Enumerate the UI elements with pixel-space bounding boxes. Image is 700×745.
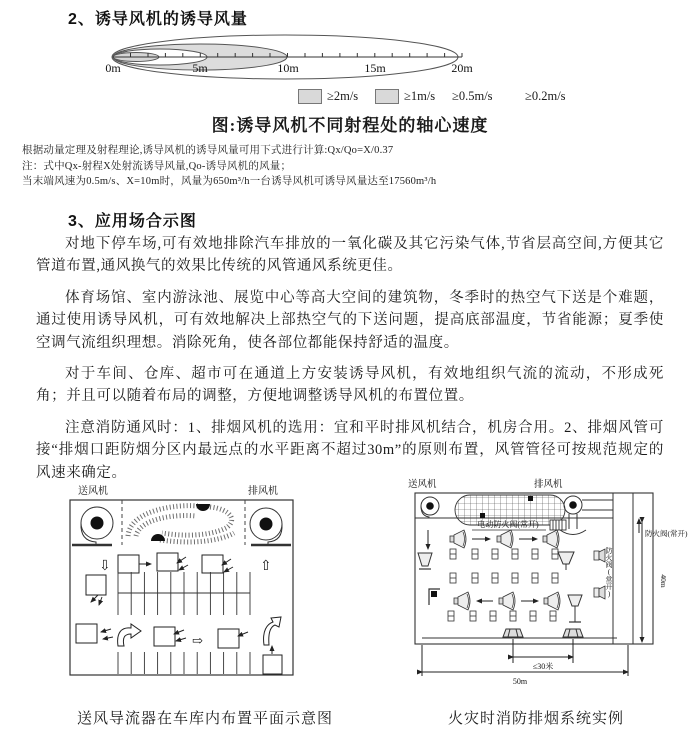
dim-50m [422,645,628,676]
ruler-label-5m: 5m [192,61,208,75]
induction-nozzle-icon [499,592,515,610]
note-line-3: 当末端风速为0.5m/s、X=10m时，风量为650m³/h一台诱导风机可诱导风量达至17560m³/h [22,176,437,187]
electric-fire-damper-label: 电动防火阀(常开) [477,520,539,529]
parking-stalls-lower [118,652,250,674]
legend-label-02ms: ≥0.2m/s [525,89,566,103]
legend-swatch-1ms [375,89,399,104]
induction-nozzle-icon [454,592,470,610]
ruler-label-20m: 20m [451,61,473,75]
dim-40m [642,522,668,642]
wall-damper-icon-1 [594,549,605,562]
jet-reach-diagram [0,28,700,90]
jet-nozzle-bottom-icon [151,534,165,541]
induction-nozzle-icon [544,592,560,610]
legend-item-2ms [298,89,358,104]
down-arrow-icon: ⇩ [99,559,111,574]
induction-nozzle-icon [543,530,559,548]
curved-up-arrow-icon [264,617,281,645]
left-deflector-box [86,575,106,605]
induction-nozzle-icon [497,530,513,548]
induction-nozzle-icon [450,530,466,548]
exhaust-fan-label: 排风机 [248,486,278,497]
exhaust-fan-label: 排风机 [534,480,563,490]
note-line-1: 根据动量定理及射程理论,诱导风机的诱导风量可用下式进行计算:Qx/Qo=X/0.37 [22,145,394,156]
jet-nozzle-top-icon [196,504,210,511]
supply-fan-icon [72,507,113,545]
section3-heading: 3、应用场合示图 [68,213,197,230]
wall-corner-icon [429,589,440,605]
legend-label-05ms: ≥0.5m/s [452,89,493,103]
ruler-label-15m: 15m [364,61,386,75]
ramp-marker-2 [528,496,533,501]
dim-30m-label: ≤30米 [532,662,554,671]
note-line-2: 注：式中Qx-射程X处射流诱导风量,Qo-诱导风机的风量； [22,160,292,172]
velocity-legend [0,89,700,105]
legend-item-05ms [452,89,493,104]
paragraph-fire-ventilation: 注意消防通风时：1、排烟风机的选用：宜和平时排风机结合，机房合用。2、排烟风管可接“排烟口距防烟分区内最远点的水平距离不超过30m”的原则布置，风管管径可按规范规定的风速来确定。 [36,419,664,481]
ruler-label-0m: 0m [105,61,121,75]
dim-50m-label: 50m [512,677,528,686]
legend-label-1ms: ≥1m/s [404,89,436,103]
supply-outlet-funnel-icon [418,553,432,569]
legend-swatch-2ms [298,89,322,104]
right-arrow-icon: ⇨ [192,633,203,648]
fire-damper-side-label: 防火阀(常开) [605,547,613,598]
exhaust-fan-icon [560,496,613,535]
up-arrow-icon: ⇧ [260,559,272,574]
garage-outline [70,500,293,675]
calculation-notes [22,143,682,190]
paragraph-large-space: 体育场馆、室内游泳池、展览中心等高大空间的建筑物，冬季时的热空气下送是个难题，通过使用诱导风机，可有效地解决上部热空气的下送问题，提高底部温度，节省能源；夏季使空调气流组织理想。消除死角，使各部位都能保持舒适的温度。 [36,289,664,351]
supply-fan-icon [421,497,439,518]
paragraph-workshop: 对于车间、仓库、超市可在通道上方安装诱导风机，有效地组织气流的流动，不形成死角；并且可以随着布局的调整，方便地调整诱导风机的布置位置。 [36,366,664,405]
deflector-box-row-2 [76,624,248,648]
electric-fire-damper-icon [550,520,566,530]
floor-damper-icon-2 [563,629,583,637]
supply-fan-label: 送风机 [408,480,437,490]
section2-heading: 2、诱导风机的诱导风量 [68,11,248,28]
legend-label-2ms: ≥2m/s [327,89,359,103]
fan-unit-row-2 [450,573,558,583]
floor-damper-icon-1 [503,629,523,637]
fire-damper-top-label: 防火阀(常开) [645,529,688,538]
ruler-label-10m: 10m [277,61,299,75]
airflow-stream-hatching [128,506,234,542]
ramp-marker-1 [480,513,485,518]
curved-flow-arrow-icon [118,624,141,646]
paragraph-parking: 对地下停车场,可有效地排除汽车排放的一氧化碳及其它污染气体,节省层高空间,方便其它管道布置,通风换气的效果比传统的风管通风系统更佳。 [36,236,664,275]
legend-item-1ms [375,89,435,104]
garage-layout-figure [58,478,320,706]
supply-fan-label: 送风机 [78,486,108,497]
distance-ruler [113,53,462,57]
jet-diagram-caption: 图:诱导风机不同射程处的轴心速度 [211,116,489,135]
dim-30m [513,639,573,663]
exit-flow-group [263,617,282,674]
right-figure-caption: 火灾时消防排烟系统实例 [447,711,624,727]
fan-unit-row-1 [450,549,558,559]
exhaust-funnel-icon-1 [558,552,574,570]
fire-exhaust-figure [398,473,700,705]
exhaust-funnel-icon-2 [568,595,582,622]
dim-40m-label: 40m [659,574,668,588]
application-paragraphs [36,233,664,493]
wall-damper-icon-2 [594,586,605,599]
legend-item-02ms [525,89,566,104]
deflector-box-row [118,553,233,573]
parking-stalls-upper [118,572,250,615]
left-figure-caption: 送风导流器在车库内布置平面示意图 [76,711,333,727]
fan-unit-row-3 [448,611,556,621]
exhaust-fan-icon [250,508,291,545]
